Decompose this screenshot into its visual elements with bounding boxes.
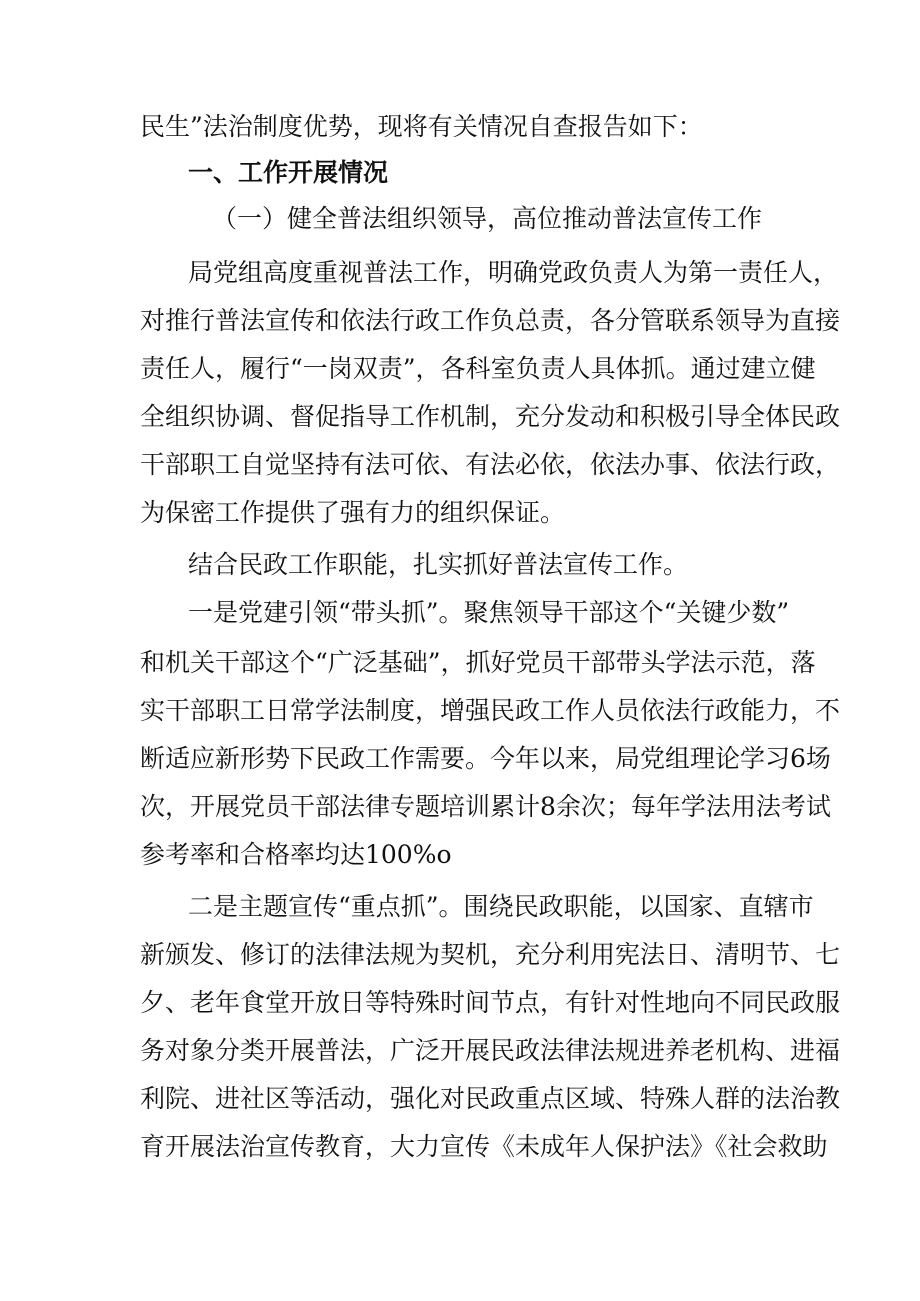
- subsection-heading: （一）健全普法组织领导，高位推动普法宣传工作: [212, 204, 763, 233]
- text-line: 二是主题宣传“重点抓”。围绕民政职能，以国家、直辖市: [188, 892, 814, 921]
- text-line: 利院、进社区等活动，强化对民政重点区域、特殊人群的法治教: [140, 1084, 841, 1113]
- text-line: 结合民政工作职能，扎实抓好普法宣传工作。: [188, 550, 689, 579]
- text-line: 一是党建引领“带头抓”。聚焦领导干部这个“关键少数”: [188, 598, 790, 627]
- text-line: 务对象分类开展普法，广泛开展民政法律法规进养老机构、进福: [140, 1036, 841, 1065]
- text-line: 新颁发、修订的法律法规为契机，充分利用宪法日、清明节、七: [140, 940, 841, 969]
- text-line: 责任人，履行“一岗双责”，各科室负责人具体抓。通过建立健: [140, 354, 816, 383]
- text-line: 全组织协调、督促指导工作机制，充分发动和积极引导全体民政: [140, 402, 841, 431]
- text-line: 次，开展党员干部法律专题培训累计8余次；每年学法用法考试: [140, 792, 831, 821]
- text-line: 局党组高度重视普法工作，明确党政负责人为第一责任人，: [188, 258, 839, 287]
- text-line: 实干部职工日常学法制度，增强民政工作人员依法行政能力，不: [140, 696, 841, 725]
- text-line: 断适应新形势下民政工作需要。今年以来，局党组理论学习6场: [140, 744, 831, 773]
- text-line: 干部职工自觉坚持有法可依、有法必依，依法办事、依法行政，: [140, 450, 841, 479]
- text-line: 民生”法治制度优势，现将有关情况自查报告如下：: [140, 112, 703, 141]
- text-line: 为保密工作提供了强有力的组织保证。: [140, 498, 566, 527]
- text-line: 对推行普法宣传和依法行政工作负总责，各分管联系领导为直接: [140, 306, 841, 335]
- section-heading: 一、工作开展情况: [188, 158, 389, 187]
- text-line: 育开展法治宣传教育，大力宣传《未成年人保护法》《社会救助: [140, 1132, 828, 1161]
- text-line: 和机关干部这个“广泛基础”，抓好党员干部带头学法示范，落: [140, 648, 816, 677]
- text-line: 参考率和合格率均达100%o: [140, 840, 452, 869]
- text-line: 夕、老年食堂开放日等特殊时间节点，有针对性地向不同民政服: [140, 988, 841, 1017]
